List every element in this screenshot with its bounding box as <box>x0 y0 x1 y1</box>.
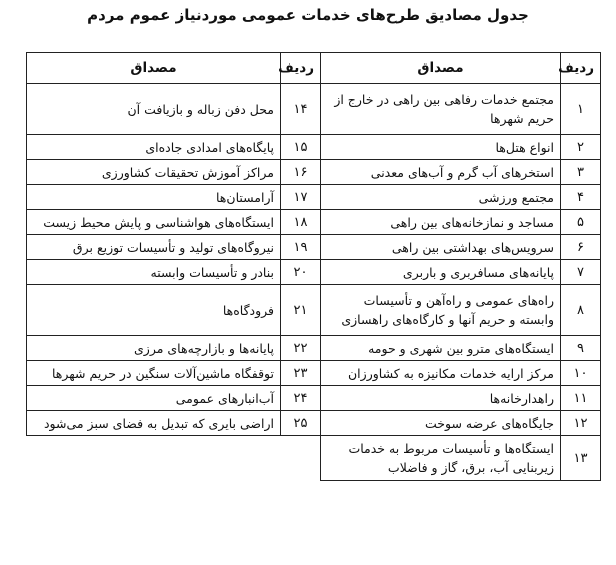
table-row <box>27 436 601 481</box>
row-number: ۳ <box>561 160 601 185</box>
row-item: پایگاه‌های امدادی جاده‌ای <box>27 135 281 160</box>
table-row <box>27 84 601 135</box>
row-item: اراضی بایری که تبدیل به فضای سبز می‌شود <box>27 411 281 436</box>
row-number: ۱۶ <box>281 160 321 185</box>
row-number: ۹ <box>561 336 601 361</box>
header-row <box>27 53 601 84</box>
row-number: ۱۷ <box>281 185 321 210</box>
table-row <box>27 285 601 336</box>
row-number: ۲۲ <box>281 336 321 361</box>
table-row <box>27 160 601 185</box>
row-item: آرامستان‌ها <box>27 185 281 210</box>
row-number: ۲۱ <box>281 285 321 336</box>
row-number: ۸ <box>561 285 601 336</box>
row-number: ۲۳ <box>281 361 321 386</box>
row-number: ۶ <box>561 235 601 260</box>
table-row <box>27 336 601 361</box>
row-item: توقفگاه ماشین‌آلات سنگین در حریم شهرها <box>27 361 281 386</box>
row-item: مجتمع ورزشی <box>321 185 561 210</box>
table-row <box>27 386 601 411</box>
row-item: سرویس‌های بهداشتی بین راهی <box>321 235 561 260</box>
row-item: نیروگاه‌های تولید و تأسیسات توزیع برق <box>27 235 281 260</box>
row-item: ایستگاه‌های مترو بین شهری و حومه <box>321 336 561 361</box>
table-row <box>27 260 601 285</box>
table-row <box>27 135 601 160</box>
table-row <box>27 361 601 386</box>
row-item: انواع هتل‌ها <box>321 135 561 160</box>
row-item: فرودگاه‌ها <box>27 285 281 336</box>
row-number: ۷ <box>561 260 601 285</box>
row-number: ۱۸ <box>281 210 321 235</box>
public-services-table <box>26 52 601 481</box>
row-number: ۲ <box>561 135 601 160</box>
header-num-left: ردیف <box>281 53 321 84</box>
row-item: راهدارخانه‌ها <box>321 386 561 411</box>
table-row <box>27 185 601 210</box>
row-item: جایگاه‌های عرضه سوخت <box>321 411 561 436</box>
row-item: پایانه‌های مسافربری و باربری <box>321 260 561 285</box>
row-number: ۲۵ <box>281 411 321 436</box>
row-number: ۱۴ <box>281 84 321 135</box>
row-item: محل دفن زباله و بازیافت آن <box>27 84 281 135</box>
row-item: ایستگاه‌های هواشناسی و پایش محیط زیست <box>27 210 281 235</box>
row-number: ۲۰ <box>281 260 321 285</box>
row-item: پایانه‌ها و بازارچه‌های مرزی <box>27 336 281 361</box>
header-item-left: مصداق <box>27 53 281 84</box>
table-row <box>27 235 601 260</box>
row-item: ایستگاه‌ها و تأسیسات مربوط به خدمات زیربنایی آب، برق، گاز و فاضلاب <box>321 436 561 481</box>
row-item: راه‌های عمومی و راه‌آهن و تأسیسات وابسته و حریم آنها و کارگاه‌های راهسازی <box>321 285 561 336</box>
row-number: ۱۲ <box>561 411 601 436</box>
row-item: مراکز آموزش تحقیقات کشاورزی <box>27 160 281 185</box>
header-item-right: مصداق <box>321 53 561 84</box>
row-item: مساجد و نمازخانه‌های بین راهی <box>321 210 561 235</box>
table-row <box>27 411 601 436</box>
row-number: ۵ <box>561 210 601 235</box>
row-item: استخرهای آب گرم و آب‌های معدنی <box>321 160 561 185</box>
row-number: ۱۰ <box>561 361 601 386</box>
page-title: جدول مصادیق طرح‌های خدمات عمومی موردنیاز عموم مردم <box>87 6 529 24</box>
row-number: ۱۵ <box>281 135 321 160</box>
row-number: ۱ <box>561 84 601 135</box>
row-number: ۱۹ <box>281 235 321 260</box>
row-item: بنادر و تأسیسات وابسته <box>27 260 281 285</box>
row-item: آب‌انبارهای عمومی <box>27 386 281 411</box>
row-number: ۱۱ <box>561 386 601 411</box>
empty-cell <box>27 436 321 481</box>
row-number: ۲۴ <box>281 386 321 411</box>
row-item: مرکز ارایه خدمات مکانیزه به کشاورزان <box>321 361 561 386</box>
row-number: ۱۳ <box>561 436 601 481</box>
row-item: مجتمع خدمات رفاهی بین راهی در خارج از حریم شهرها <box>321 84 561 135</box>
row-number: ۴ <box>561 185 601 210</box>
header-num-right: ردیف <box>561 53 601 84</box>
table-row <box>27 210 601 235</box>
